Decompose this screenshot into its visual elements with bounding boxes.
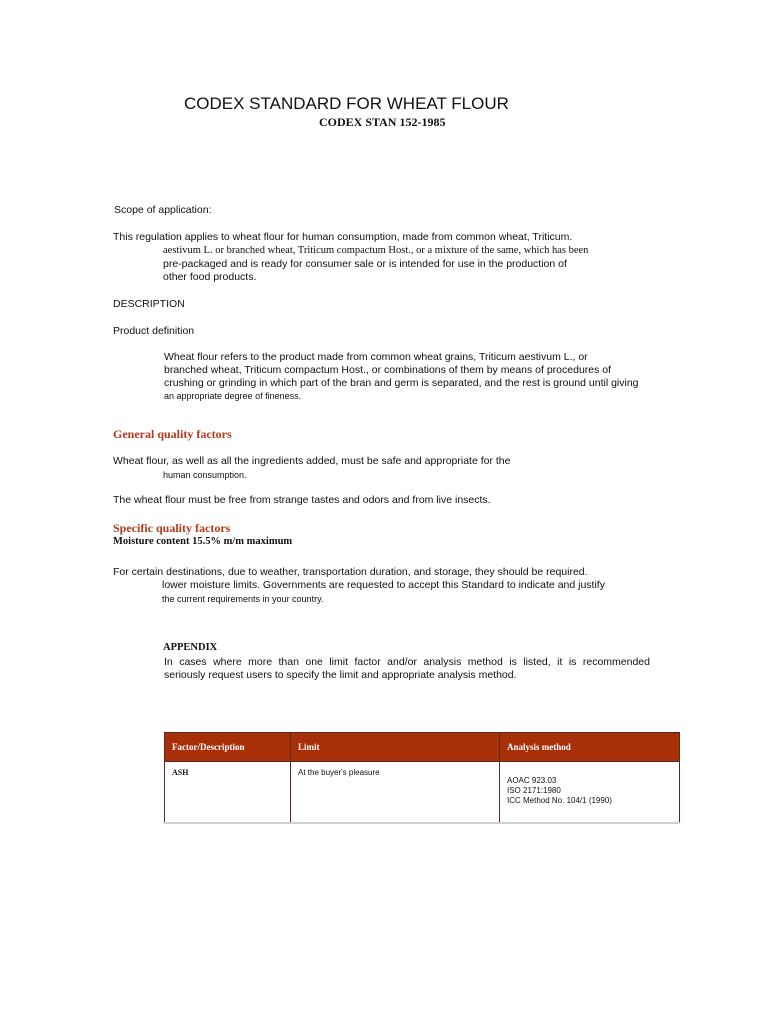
- specific-quality-heading: Specific quality factors: [113, 521, 231, 535]
- appendix-line-1: In cases where more than one limit factor and/or analysis method is listed, it is recommended: [164, 656, 650, 668]
- cell-factor: ASH: [165, 762, 291, 824]
- table-header-row: [165, 733, 680, 762]
- method-line: ISO 2171:1980: [507, 786, 561, 795]
- moisture-content: Moisture content 15.5% m/m maximum: [113, 536, 293, 547]
- quality-factors-table: [164, 732, 680, 824]
- document-title: CODEX STANDARD FOR WHEAT FLOUR: [184, 94, 509, 113]
- scope-line-3: pre-packaged and is ready for consumer sale or is intended for use in the production of: [163, 258, 567, 270]
- definition-line-1: Wheat flour refers to the product made from common wheat grains, Triticum aestivum L., or: [164, 351, 588, 363]
- general-quality-line-3: The wheat flour must be free from strange tastes and odors and from live insects.: [113, 494, 491, 506]
- cell-method: [500, 762, 680, 824]
- column-header-factor: Factor/Description: [165, 733, 291, 762]
- product-definition-heading: Product definition: [113, 325, 195, 337]
- table-row: [165, 762, 680, 824]
- general-quality-line-1: Wheat flour, as well as all the ingredients added, must be safe and appropriate for the: [113, 455, 511, 467]
- scope-line-4: other food products.: [163, 271, 257, 283]
- definition-line-4: an appropriate degree of fineness.: [164, 391, 302, 401]
- scope-heading: Scope of application:: [114, 204, 212, 216]
- definition-line-3: crushing or grinding in which part of the bran and germ is separated, and the rest is ground until giving: [164, 377, 639, 389]
- specific-quality-line-3: the current requirements in your country.: [162, 594, 324, 604]
- description-heading: DESCRIPTION: [113, 298, 185, 310]
- method-line: AOAC 923.03: [507, 776, 557, 785]
- definition-line-2: branched wheat, Triticum compactum Host., or combinations of them by means of procedures of: [164, 364, 612, 376]
- document-subtitle: CODEX STAN 152-1985: [319, 115, 446, 129]
- general-quality-heading: General quality factors: [113, 427, 232, 441]
- method-line: ICC Method No. 104/1 (1990): [507, 796, 612, 805]
- specific-quality-line-2: lower moisture limits. Governments are requested to accept this Standard to indicate and justify: [162, 579, 605, 591]
- column-header-limit: Limit: [291, 733, 500, 762]
- general-quality-line-2: human consumption.: [163, 470, 247, 480]
- appendix-line-2: seriously request users to specify the limit and appropriate analysis method.: [164, 669, 517, 681]
- specific-quality-line-1: For certain destinations, due to weather, transportation duration, and storage, they should be required.: [113, 566, 588, 578]
- appendix-heading: APPENDIX: [163, 642, 218, 653]
- scope-line-1: This regulation applies to wheat flour for human consumption, made from common wheat, Triticum.: [113, 231, 573, 243]
- cell-limit: At the buyer's pleasure: [291, 762, 500, 824]
- scope-line-2: aestivum L. or branched wheat, Triticum compactum Host., or a mixture of the same, which has been: [163, 245, 589, 256]
- column-header-method: Analysis method: [500, 733, 680, 762]
